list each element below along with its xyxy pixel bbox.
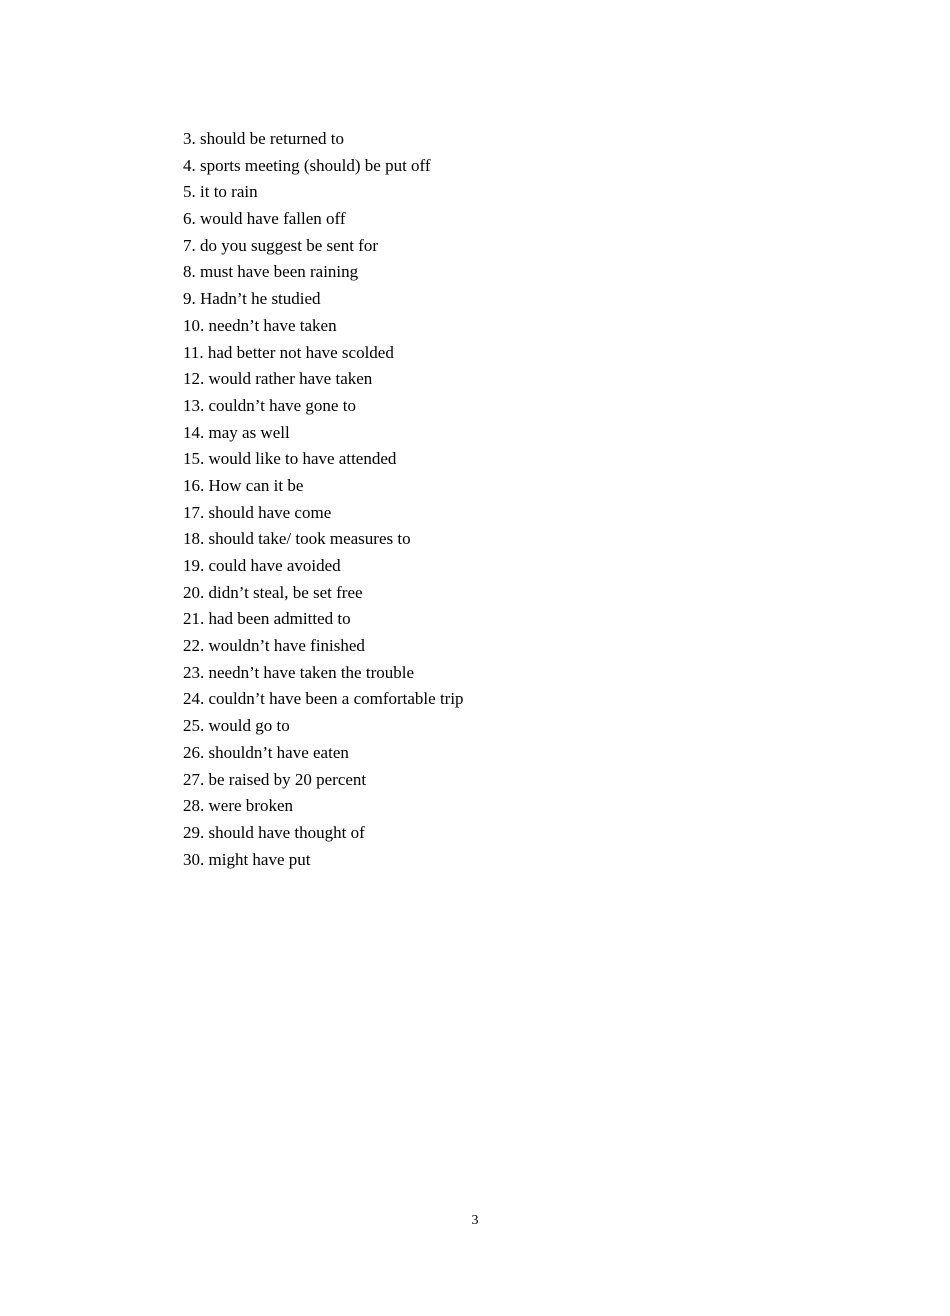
answer-item: 18. should take/ took measures to [183, 529, 411, 549]
answer-item: 23. needn’t have taken the trouble [183, 662, 414, 682]
answer-item: 24. couldn’t have been a comfortable trip [183, 689, 464, 709]
answer-item: 15. would like to have attended [183, 449, 397, 469]
answer-item: 25. would go to [183, 716, 290, 736]
answer-item: 17. should have come [183, 502, 332, 522]
answer-item: 3. should be returned to [183, 129, 344, 148]
answer-item: 21. had been admitted to [183, 609, 351, 629]
answer-item: 26. shouldn’t have eaten [183, 742, 349, 762]
answer-item: 16. How can it be [183, 475, 304, 495]
answer-item: 4. sports meeting (should) be put off [183, 155, 431, 175]
answer-list [183, 126, 464, 873]
answer-item: 11. had better not have scolded [183, 342, 394, 362]
answer-item: 20. didn’t steal, be set free [183, 582, 363, 602]
answer-item: 19. could have avoided [183, 556, 341, 575]
answer-item: 14. may as well [183, 422, 290, 442]
answer-item: 10. needn’t have taken [183, 315, 337, 335]
answer-item: 27. be raised by 20 percent [183, 769, 367, 789]
answer-item: 8. must have been raining [183, 262, 359, 282]
answer-item: 28. were broken [183, 796, 293, 816]
answer-item: 22. wouldn’t have finished [183, 636, 365, 656]
answer-item: 30. might have put [183, 849, 311, 869]
page-number: 3 [471, 1213, 479, 1228]
answer-item: 7. do you suggest be sent for [183, 235, 379, 255]
answer-item: 9. Hadn’t he studied [183, 289, 321, 309]
answer-item: 5. it to rain [183, 182, 258, 202]
answer-item: 29. should have thought of [183, 822, 365, 842]
answer-item: 6. would have fallen off [183, 209, 346, 229]
answer-item: 12. would rather have taken [183, 369, 373, 389]
answer-item: 13. couldn’t have gone to [183, 395, 356, 415]
